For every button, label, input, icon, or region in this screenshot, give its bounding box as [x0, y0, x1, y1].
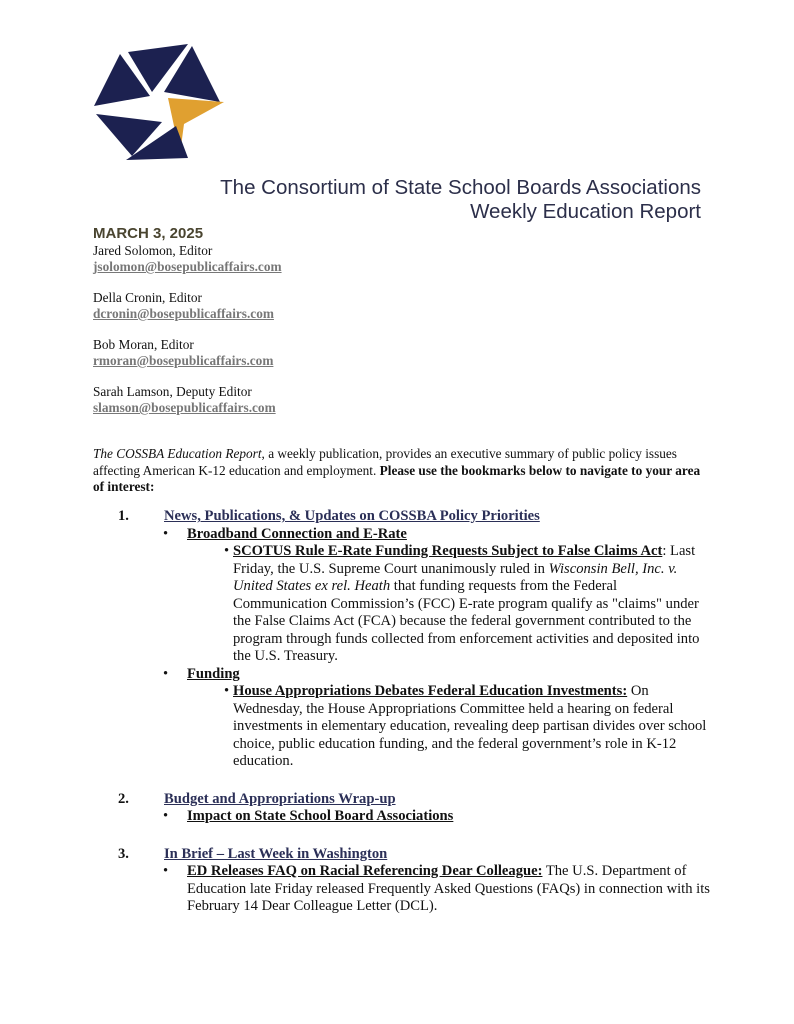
toc-section [93, 508, 713, 526]
report-title [220, 176, 701, 224]
toc-section [93, 791, 713, 809]
editor-name: Sarah Lamson, Deputy Editor [93, 384, 252, 399]
editor-name: Jared Solomon, Editor [93, 243, 213, 258]
item-text: The U.S. Department of Education late Friday released Frequently Asked Questions (FAQs) in connection with its February 14 Dear Colleague Letter (DCL). [187, 863, 710, 914]
section-number: 2. [118, 790, 129, 807]
spacer [93, 826, 713, 846]
editor-email-link[interactable]: rmoran@bosepublicaffairs.com [93, 353, 274, 368]
section-number: 1. [118, 508, 129, 524]
editor-email-link[interactable]: dcronin@bosepublicaffairs.com [93, 306, 274, 321]
editor-entry [93, 384, 282, 416]
publication-name: The COSSBA Education Report [93, 446, 262, 461]
subsection-link[interactable]: ED Releases FAQ on Racial Referencing Dear Colleague: [187, 863, 543, 879]
bullet: • [224, 683, 230, 699]
editor-email-link[interactable]: slamson@bosepublicaffairs.com [93, 400, 276, 415]
item-text: : Last Friday, the U.S. Supreme Court unanimously ruled in [233, 543, 696, 577]
bullet: • [224, 543, 230, 559]
spacer [93, 771, 713, 791]
editor-name: Della Cronin, Editor [93, 290, 202, 305]
report-subtitle: Weekly Education Report [470, 200, 701, 223]
section-number: 3. [118, 845, 129, 862]
toc-item [93, 683, 713, 771]
editor-name: Bob Moran, Editor [93, 337, 194, 352]
toc-section [93, 846, 713, 864]
report-date: MARCH 3, 2025 [93, 225, 204, 242]
toc-subsection [93, 666, 713, 684]
editor-entry [93, 290, 282, 322]
bullet: • [163, 525, 169, 542]
toc-item [93, 543, 713, 666]
bullet: • [163, 808, 169, 824]
toc-subsection [93, 526, 713, 544]
intro-text: , a weekly publication, provides an executive summary of public policy issues affecting American K-12 education and employment. [93, 446, 677, 478]
bullet: • [163, 665, 169, 682]
intro-instruction: Please use the bookmarks below to navigate to your area of interest: [93, 462, 701, 494]
toc-subsection [93, 863, 713, 916]
editor-email-link[interactable]: jsolomon@bosepublicaffairs.com [93, 259, 282, 274]
section-link[interactable]: Budget and Appropriations Wrap-up [164, 790, 396, 807]
item-text: that funding requests from the Federal Communication Commission’s (FCC) E-rate program qualify as "claims" under the False Claims Act (FCA) because the federal government contributed to the program through funds collected from enforcement activities and deposited into the U.S. Treasury. [233, 578, 700, 664]
item-link[interactable]: House Appropriations Debates Federal Education Investments: [233, 683, 628, 699]
item-text: On Wednesday, the House Appropriations Committee held a hearing on federal investments in elementary education, revealing deep partisan divides over school choice, public education funding, and the federal government’s role in K-12 education. [233, 683, 707, 769]
section-link[interactable]: In Brief – Last Week in Washington [164, 845, 388, 862]
cossba-star-logo [92, 42, 228, 162]
bullet: • [163, 863, 169, 879]
toc-subsection [93, 808, 713, 826]
subsection-link[interactable]: Broadband Connection and E-Rate [187, 525, 407, 542]
org-title: The Consortium of State School Boards Associations [220, 176, 701, 199]
section-link[interactable]: News, Publications, & Updates on COSSBA Policy Priorities [164, 508, 540, 524]
case-name: Wisconsin Bell, Inc. v. United States ex rel. Heath [233, 560, 678, 594]
subsection-link[interactable]: Impact on State School Board Associations [187, 808, 454, 824]
item-link[interactable]: SCOTUS Rule E-Rate Funding Requests Subject to False Claims Act [233, 543, 663, 559]
intro-paragraph [93, 446, 703, 496]
subsection-link[interactable]: Funding [187, 665, 240, 682]
editor-entry [93, 243, 282, 275]
editor-list [93, 243, 282, 431]
editor-entry [93, 337, 282, 369]
bookmark-list [93, 508, 713, 916]
